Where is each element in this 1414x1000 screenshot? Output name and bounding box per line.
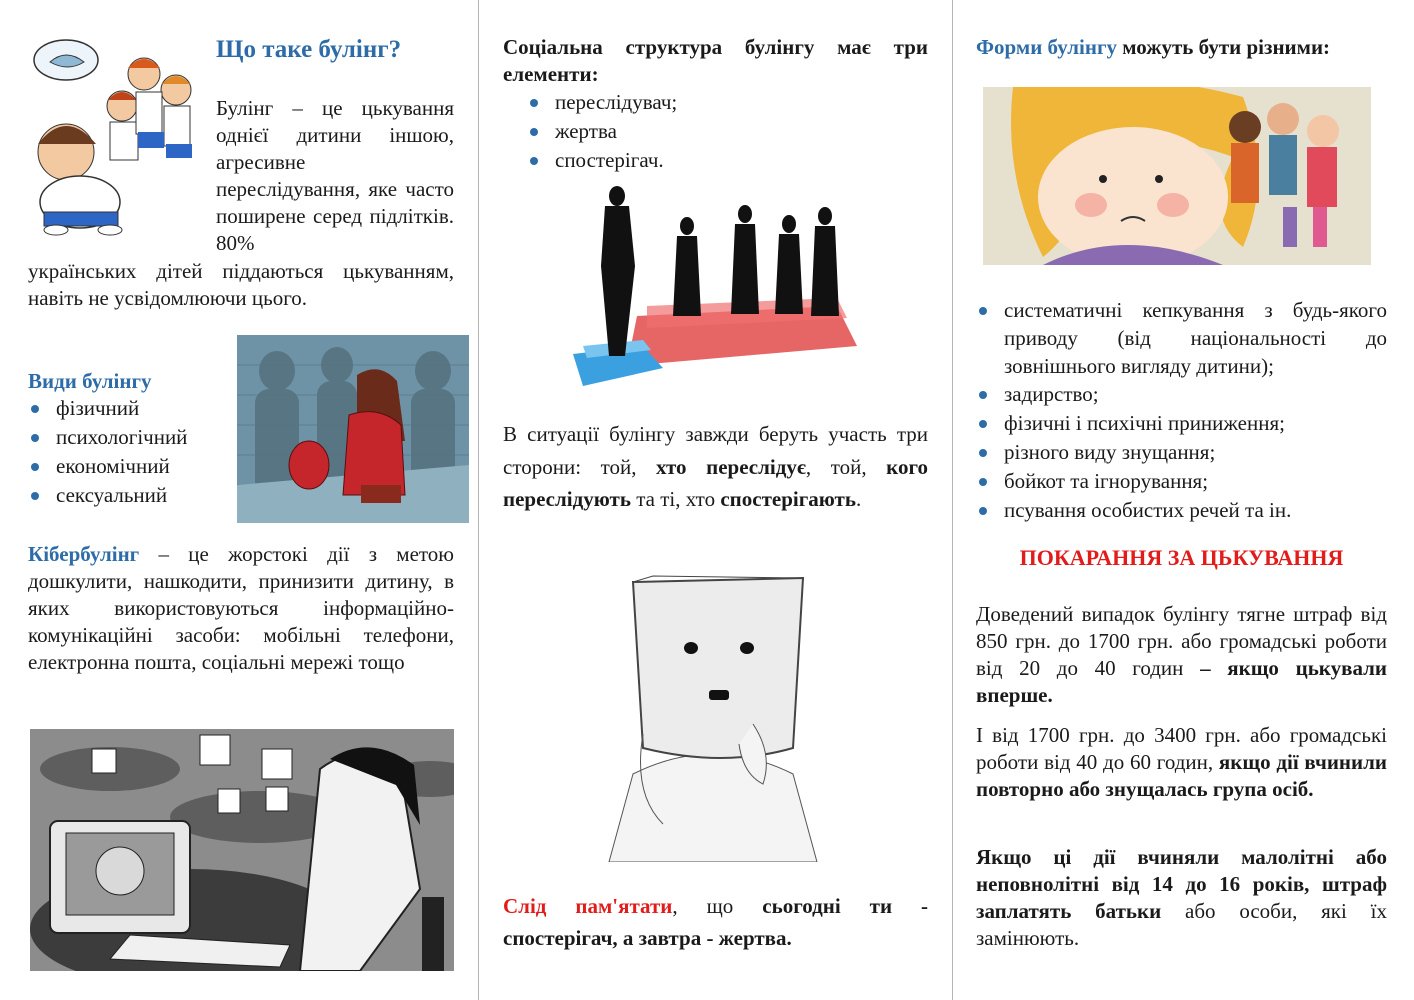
roles-list [527, 88, 827, 175]
three-sides-paragraph: В ситуації булінгу завжди беруть участь три сторони: той, хто переслідує, той, кого переслідують та ті, хто спостерігають. [503, 422, 929, 511]
list-item: псування особистих речей та ін. [976, 496, 1387, 525]
forms-heading: Форми булінгу можуть бути різними: [976, 35, 1331, 59]
penalty-repeat: І від 1700 грн. до 3400 грн. або громадські роботи від 40 до 60 годин, якщо дії вчинили повторно або знущалась група осіб. [976, 723, 1387, 801]
types-list [28, 394, 228, 510]
list-item: систематичні кепкування з будь-якого приводу (від національності до зовнішнього вигляду дитини); [976, 296, 1387, 380]
bullying-definition-top: Булінг – це цькування однієї дитини іншою, агресивне переслідування, яке часто поширене серед підлітків. 80% [216, 96, 454, 255]
list-item: переслідувач; [527, 88, 827, 117]
list-item: жертва [527, 117, 827, 146]
types-heading: Види булінгу [28, 369, 152, 393]
list-item: різного виду знущання; [976, 438, 1387, 467]
cyberbullying-illustration [30, 729, 454, 971]
victim-shadows-illustration [237, 335, 469, 523]
bullying-definition-bottom: українських дітей піддаються цькуванням, навіть не усвідомлюючи цього. [28, 259, 454, 310]
forms-list [976, 296, 1387, 525]
penalty-heading: ПОКАРАННЯ ЗА ЦЬКУВАННЯ [1019, 545, 1344, 570]
paper-bag-person-illustration [603, 574, 825, 862]
remember-paragraph: Слід пам'ятати, що сьогодні ти - спостерігач, а завтра - жертва. [503, 894, 929, 950]
list-item: фізичний [28, 394, 228, 423]
cyberbullying-definition: Кібербулінг – це жорстокі дії з метою дошкулити, нашкодити, принизити дитину, в яких використовуються інформаційно-комунікаційні засоби: мобільні телефони, електронна пошта, соціальні мережі тощо [28, 542, 454, 674]
cyberbullying-term: Кібербулінг [28, 542, 140, 566]
list-item: економічний [28, 452, 228, 481]
column-1 [0, 0, 478, 1000]
penalty-first: Доведений випадок булінгу тягне штраф від 850 грн. до 1700 грн. або громадські роботи від 20 до 40 годин – якщо цькували вперше. [976, 602, 1388, 707]
page-title: Що таке булінг? [216, 36, 402, 63]
list-item: спостерігач. [527, 146, 827, 175]
list-item: психологічний [28, 423, 228, 452]
list-item: фізичні і психічні приниження; [976, 409, 1387, 438]
list-item: бойкот та ігнорування; [976, 467, 1387, 496]
bullying-kids-illustration [26, 32, 202, 236]
column-2 [479, 0, 952, 1000]
structure-heading: Соціальна структура булінгу має три елементи: [503, 35, 928, 86]
list-item: задирство; [976, 380, 1387, 409]
column-3 [953, 0, 1414, 1000]
sad-girl-illustration [983, 87, 1371, 265]
list-item: сексуальний [28, 481, 228, 510]
puzzle-silhouettes-illustration [567, 186, 867, 392]
penalty-minors: Якщо ці дії вчиняли малолітні або неповнолітні від 14 до 16 років, штраф заплатять батьки або особи, які їх замінюють. [976, 845, 1387, 950]
